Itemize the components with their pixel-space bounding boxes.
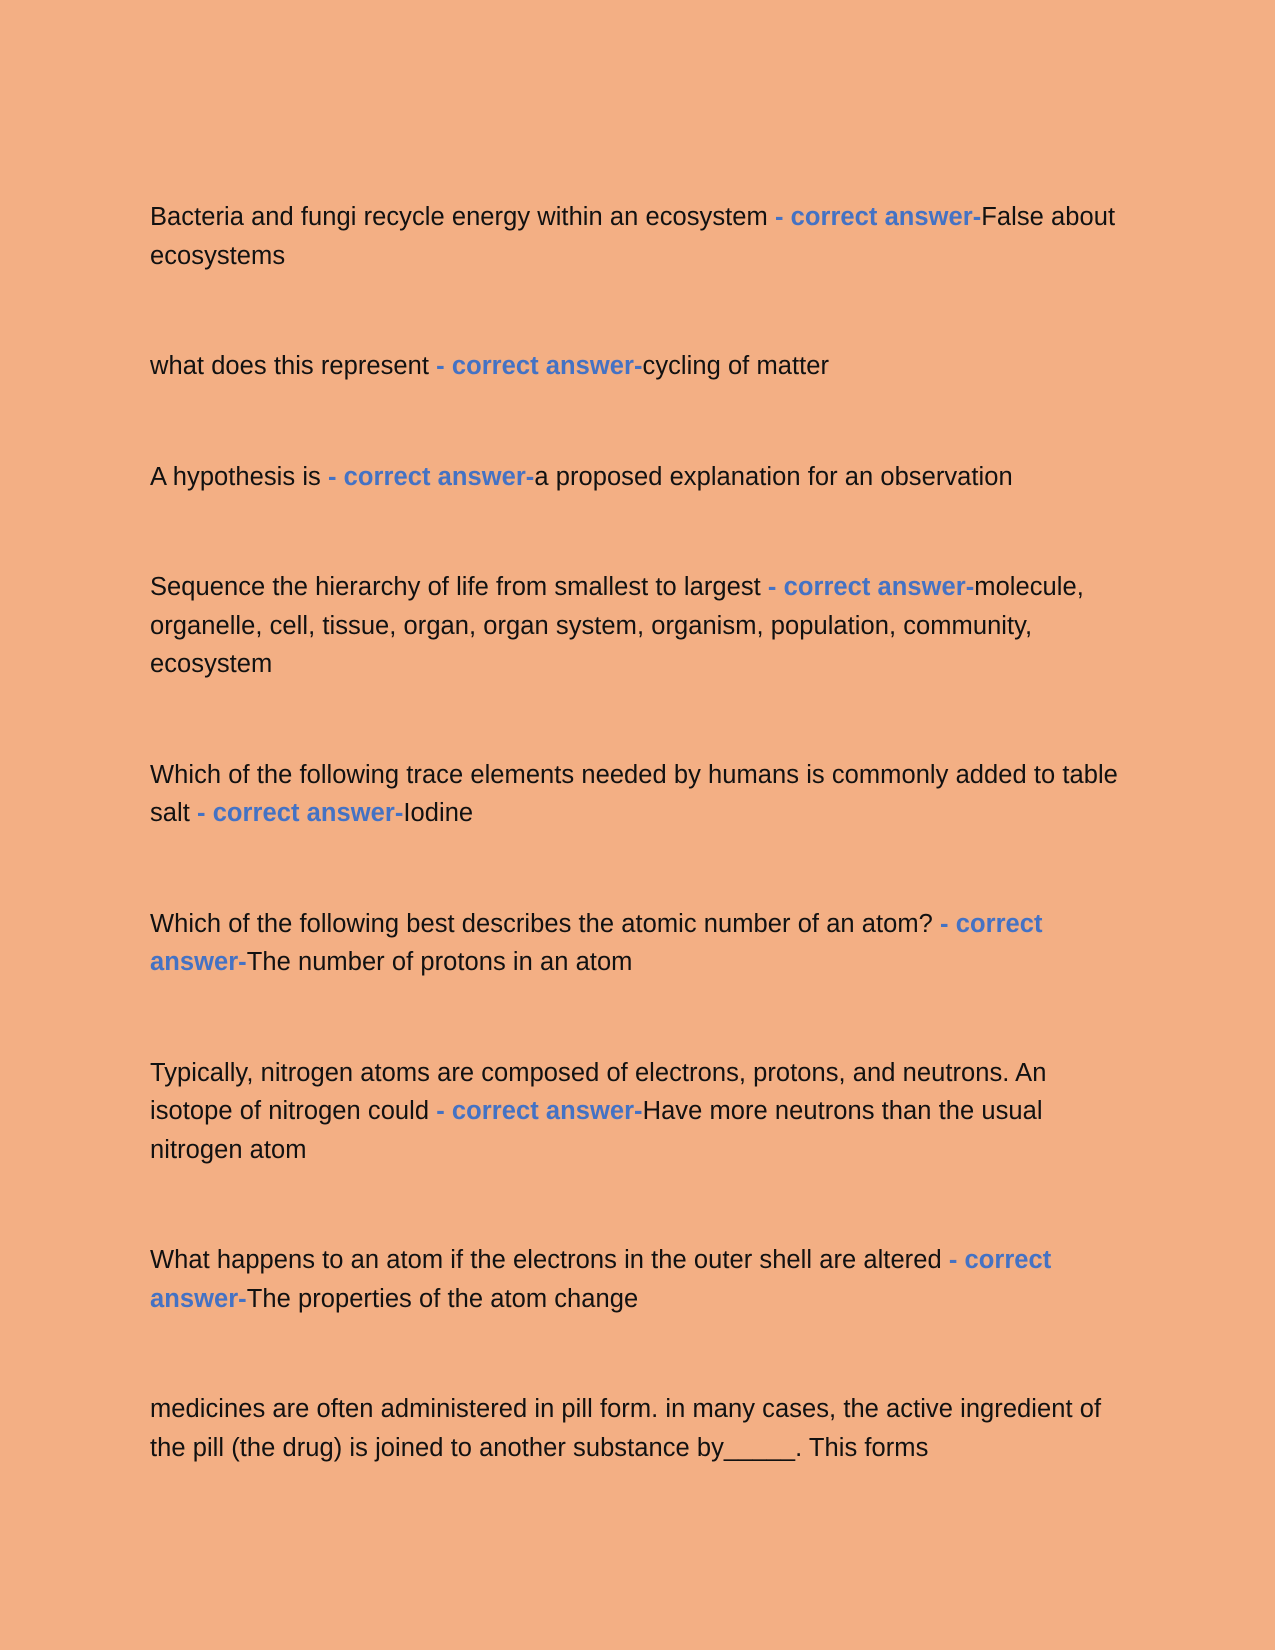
question-text: A hypothesis is	[150, 462, 321, 491]
question-text: medicines are often administered in pill form. in many cases, the active ingredient of the pill (the drug) is joined to another substance by_____. This forms	[150, 1395, 1102, 1462]
answer-text: The properties of the atom change	[246, 1284, 639, 1313]
correct-answer-marker: - correct answer-	[320, 462, 535, 491]
qa-item	[150, 1054, 1135, 1170]
answer-text: molecule, organelle, cell, tissue, organ, organ system, organism, population, community, ecosystem	[150, 573, 1084, 678]
correct-answer-marker: - correct answer-	[429, 352, 643, 380]
qa-item	[150, 458, 1135, 497]
correct-answer-marker: - correct answer-	[429, 1097, 643, 1125]
question-text: Which of the following trace elements needed by humans is commonly added to table salt	[150, 760, 1118, 827]
qa-item	[150, 1241, 1135, 1318]
answer-text: The number of protons in an atom	[246, 948, 633, 976]
correct-answer-marker: - correct answer-	[760, 573, 975, 601]
answer-text: Have more neutrons than the usual nitrogen atom	[150, 1097, 1043, 1164]
qa-item	[150, 1390, 1135, 1467]
correct-answer-marker: - correct answer-	[767, 203, 982, 231]
question-text: Bacteria and fungi recycle energy within an ecosystem	[150, 203, 768, 231]
question-text: Typically, nitrogen atoms are composed of electrons, protons, and neutrons. An isotope of nitrogen could	[150, 1058, 1047, 1125]
answer-text: a proposed explanation for an observation	[534, 462, 1013, 491]
question-text: what does this represent	[150, 352, 430, 380]
qa-item	[150, 347, 1135, 386]
correct-answer-marker: - correct answer-	[150, 1246, 1052, 1313]
qa-item	[150, 198, 1135, 275]
correct-answer-marker: - correct answer-	[189, 799, 404, 827]
qa-list	[150, 198, 1135, 1539]
question-text: Sequence the hierarchy of life from smallest to largest	[150, 573, 761, 601]
question-text: Which of the following best describes the atomic number of an atom?	[150, 909, 933, 938]
correct-answer-marker: - correct answer-	[150, 909, 1043, 976]
qa-item	[150, 905, 1135, 982]
answer-text: False about ecosystems	[150, 203, 1116, 270]
answer-text: Iodine	[403, 799, 474, 827]
answer-text: cycling of matter	[642, 352, 830, 380]
qa-item	[150, 756, 1135, 833]
qa-item	[150, 568, 1135, 684]
question-text: What happens to an atom if the electrons in the outer shell are altered	[150, 1246, 942, 1274]
